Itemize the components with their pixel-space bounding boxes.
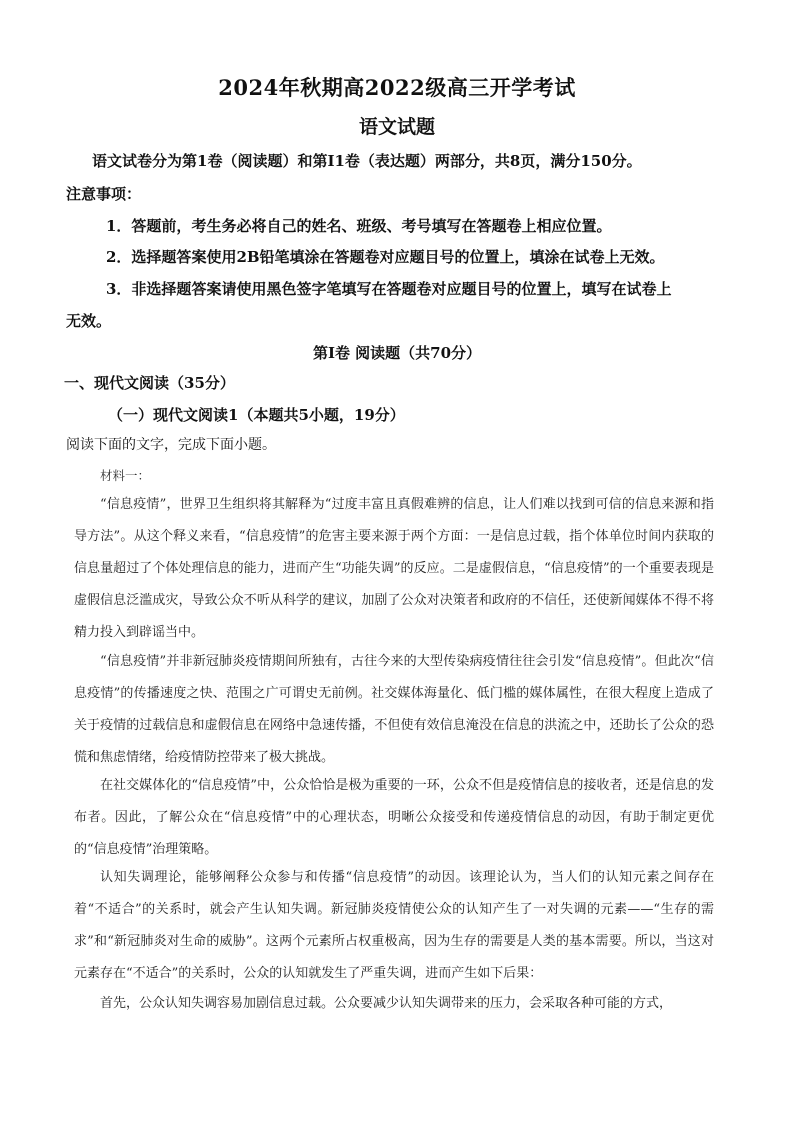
passage-paragraph: 认知失调理论，能够阐释公众参与和传播“信息疫情”的动因。该理论认为，当人们的认知元素之间存在着“不适合”的关系时，就会产生认知失调。新冠肺炎疫情使公众的认知产生了一对失调的元素——“生存的需求”和“新冠肺炎对生命的威胁”。这两个元素所占权重极高，因为生存的需要是人类的基本需要。所以，当这对元素存在“不适合”的关系时，公众的认知就发生了严重失调，进而产生如下后果： — [74, 870, 714, 981]
material-label: 材料一： — [100, 468, 151, 483]
notice-label: 注意事项： — [66, 185, 142, 203]
part-heading: 第I卷 阅读题（共70分） — [312, 344, 482, 362]
passage-paragraph: “信息疫情”并非新冠肺炎疫情期间所独有，古往今来的大型传染病疫情往往会引发“信息疫情”。但此次“信息疫情”的传播速度之快、范围之广可谓史无前例。社交媒体海量化、低门槛的媒体属性，在很大程度上造成了关于疫情的过载信息和虚假信息在网络中急速传播，不但使有效信息淹没在信息的洪流之中，还助长了公众的恐慌和焦虑情绪，给疫情防控带来了极大挑战。 — [74, 654, 714, 765]
passage-paragraph: 首先，公众认知失调容易加剧信息过载。公众要减少认知失调带来的压力，会采取各种可能的方式， — [100, 996, 673, 1011]
reading-direction: 阅读下面的文字，完成下面小题。 — [66, 437, 276, 453]
passage-paragraph: 在社交媒体化的“信息疫情”中，公众恰恰是极为重要的一环，公众不但是疫情信息的接收者，还是信息的发布者。因此，了解公众在“信息疫情”中的心理状态，明晰公众接受和传递疫情信息的动因，有助于制定更优的“信息疫情”治理策略。 — [74, 778, 714, 857]
passage-paragraph: “信息疫情”，世界卫生组织将其解释为“过度丰富且真假难辨的信息，让人们难以找到可信的信息来源和指导方法”。从这个释义来看，“信息疫情”的危害主要来源于两个方面：一是信息过载，指个体单位时间内获取的信息量超过了个体处理信息的能力，进而产生“功能失调”的反应。二是虚假信息，“信息疫情”的一个重要表现是虚假信息泛滥成灾，导致公众不听从科学的建议，加剧了公众对决策者和政府的不信任，还使新闻媒体不得不将精力投入到辟谣当中。 — [74, 497, 714, 640]
section-heading: 一、现代文阅读（35分） — [64, 374, 235, 392]
exam-title: 2024年秋期高2022级高三开学考试 — [218, 75, 576, 100]
notice-item-continued: 无效。 — [66, 312, 112, 330]
notice-item: 3．非选择题答案请使用黑色签字笔填写在答题卷对应题目号的位置上，填写在试卷上 — [106, 280, 672, 298]
exam-subtitle: 语文试题 — [358, 116, 435, 138]
subsection-heading: （一）现代文阅读1（本题共5小题，19分） — [108, 406, 405, 424]
notice-item: 1．答题前，考生务必将自己的姓名、班级、考号填写在答题卷上相应位置。 — [106, 217, 612, 235]
exam-intro: 语文试卷分为第1卷（阅读题）和第I1卷（表达题）两部分，共8页，满分150分。 — [92, 152, 642, 170]
notice-item: 2．选择题答案使用2B铅笔填涂在答题卷对应题目号的位置上，填涂在试卷上无效。 — [106, 248, 665, 266]
